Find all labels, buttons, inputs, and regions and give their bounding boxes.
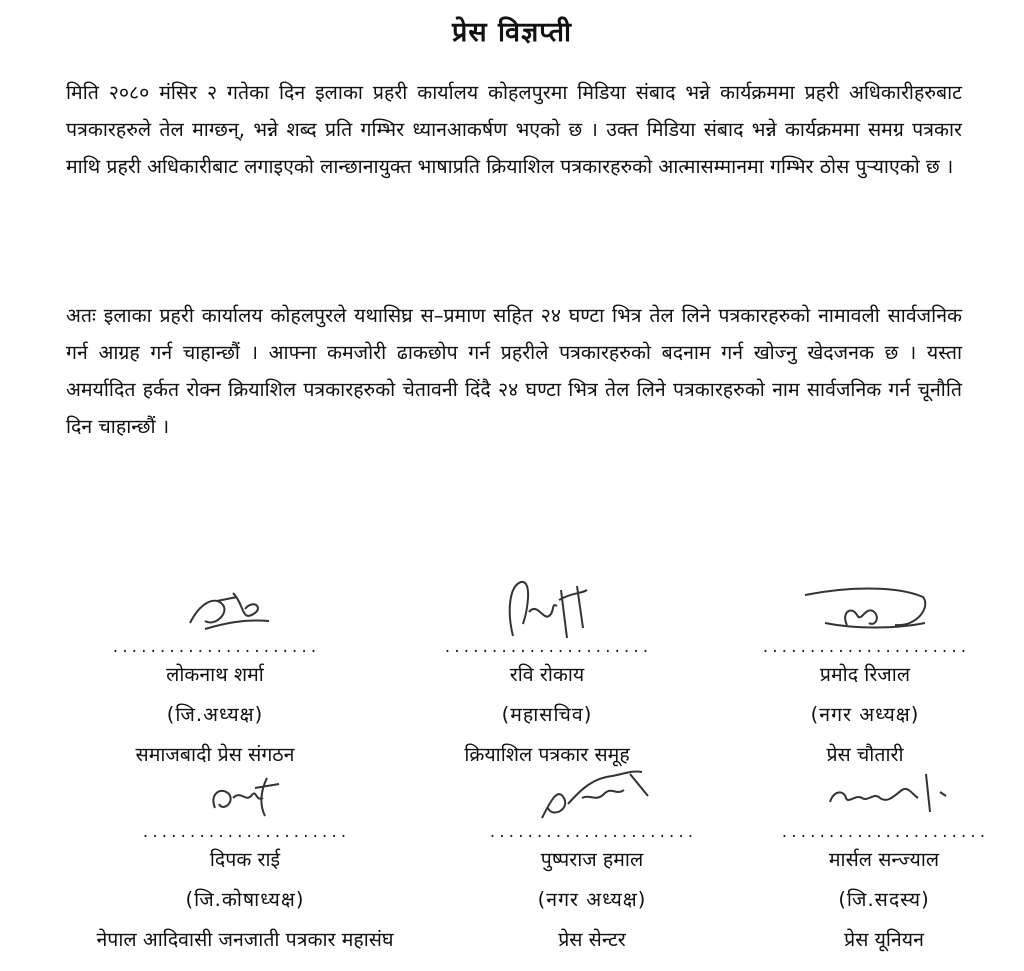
signature-line: ...................... — [443, 640, 651, 656]
signature-block-2 — [377, 583, 717, 775]
signatory-name: प्रमोद रिजाल — [819, 663, 911, 686]
signatory-role: (नगर अध्यक्ष) — [810, 703, 920, 726]
signature-block-3 — [695, 583, 1024, 775]
signature-ravi — [477, 561, 617, 641]
signatory-organization: प्रेस यूनियन — [844, 928, 924, 951]
signatory-organization: प्रेस सेन्टर — [558, 928, 626, 951]
signature-block-6 — [714, 768, 1024, 960]
signatory-role: (जि.अध्यक्ष) — [166, 703, 264, 726]
signature-line: ...................... — [111, 640, 319, 656]
signatory-name: मार्सल सन्ज्याल — [828, 848, 940, 871]
signature-dipak — [175, 768, 315, 826]
signatory-name: रवि रोकाय — [509, 663, 585, 686]
signatory-organization: समाजबादी प्रेस संगठन — [135, 743, 295, 766]
signature-line: ...................... — [780, 825, 988, 841]
document-title: प्रेस विज्ञप्ती — [451, 17, 573, 48]
signatory-organization: नेपाल आदिवासी जनजाती पत्रकार महासंघ — [96, 928, 394, 951]
signature-marsal — [804, 768, 964, 826]
signature-pramod — [785, 583, 945, 641]
signature-lokanath — [145, 583, 285, 641]
signature-line: ...................... — [488, 825, 696, 841]
signature-block-1 — [45, 583, 385, 775]
signatory-name: पुष्पराज हमाल — [540, 848, 644, 871]
signatory-role: (महासचिव) — [501, 703, 593, 726]
signatory-role: (नगर अध्यक्ष) — [537, 888, 647, 911]
paragraph-2: अतः इलाका प्रहरी कार्यालय कोहलपुरले यथासिघ्र स–प्रमाण सहित २४ घण्टा भित्र तेल लिने पत्रकारहरुको नामावली सार्वजनिक गर्न आग्रह गर्न चाहान्छौं । आफ्ना कमजोरी ढाकछोप गर्न प्रहरीले पत्रकारहरुको बदनाम गर्न खोज्नु खेदजनक छ । यस्ता अमर्यादित हर्कत रोक्न क्रियाशिल पत्रकारहरुको चेतावनी दिंदै २४ घण्टा भित्र तेल लिने पत्रकारहरुको नाम सार्वजनिक गर्न चूनौति दिन चाहान्छौं । — [66, 304, 962, 438]
signatory-role: (जि.कोषाध्यक्ष) — [185, 888, 305, 911]
paragraph-1: मिति २०८० मंसिर २ गतेका दिन इलाका प्रहरी कार्यालय कोहलपुरमा मिडिया संबाद भन्ने कार्यक्रममा प्रहरी अधिकारीहरुबाट पत्रकारहरुले तेल माग्छन्, भन्ने शब्द प्रति गम्भिर ध्यानआकर्षण भएको छ । उक्त मिडिया संबाद भन्ने कार्यक्रममा समग्र पत्रकार माथि प्रहरी अधिकारीबाट लगाइएको लान्छानायुक्त भाषाप्रति क्रियाशिल पत्रकारहरुको आत्मासम्मानमा गम्भिर ठोस पुऱ्याएको छ । — [66, 81, 962, 178]
signature-line: ...................... — [141, 825, 349, 841]
signatory-name: दिपक राई — [209, 848, 281, 871]
signatory-organization: क्रियाशिल पत्रकार समूह — [464, 743, 630, 766]
signatory-organization: प्रेस चौतारी — [826, 743, 904, 766]
signature-block-5 — [422, 768, 762, 960]
signature-pushparaj — [512, 768, 672, 826]
signatory-name: लोकनाथ शर्मा — [166, 663, 264, 686]
signature-block-4 — [75, 768, 415, 960]
signatory-role: (जि.सदस्य) — [838, 888, 930, 911]
signature-line: ...................... — [761, 640, 969, 656]
